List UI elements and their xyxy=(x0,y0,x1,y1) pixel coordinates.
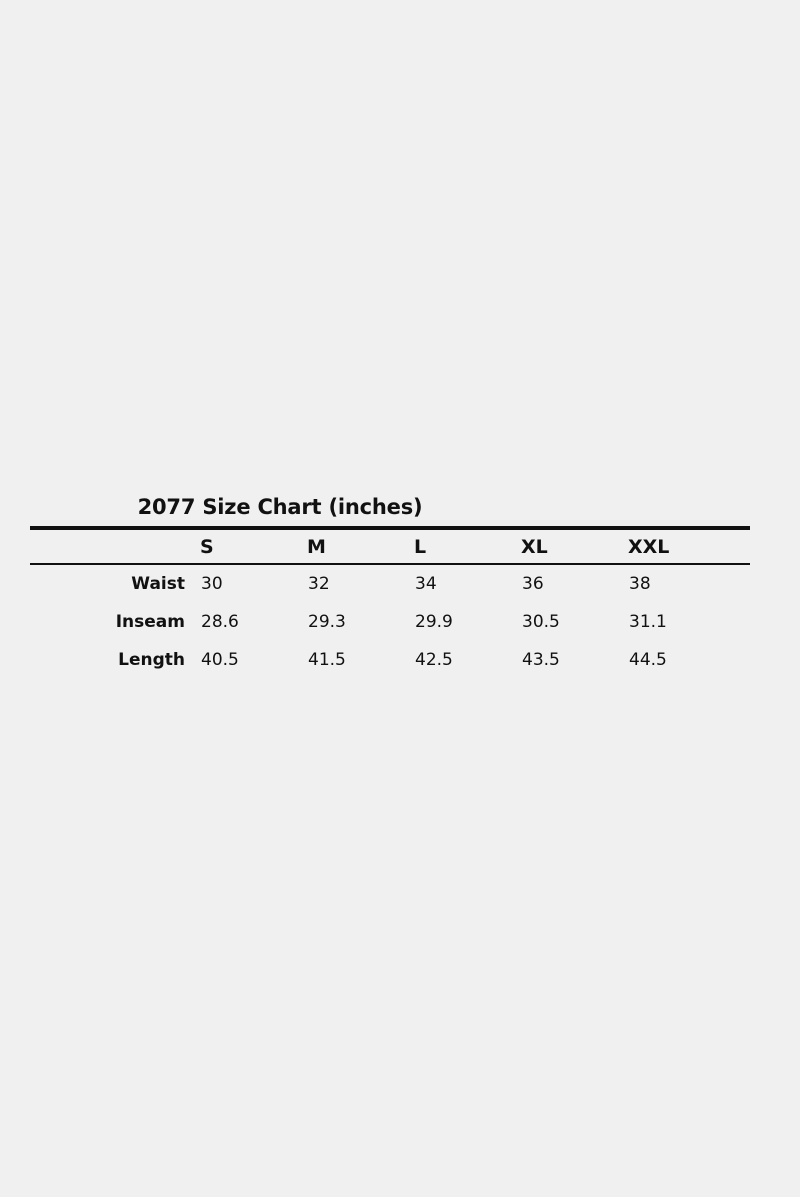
table-header-row xyxy=(30,530,750,563)
cell-waist-s: 30 xyxy=(201,574,223,594)
row-header-length: Length xyxy=(118,650,185,670)
header-corner-cell xyxy=(30,530,200,563)
cell-length-m: 41.5 xyxy=(308,650,346,670)
table-row xyxy=(30,641,750,679)
cell-length-s: 40.5 xyxy=(201,650,239,670)
column-header-s: S xyxy=(200,535,214,558)
table-row xyxy=(30,603,750,641)
cell-length-xl: 43.5 xyxy=(522,650,560,670)
cell-inseam-xxl: 31.1 xyxy=(629,612,667,632)
size-chart-body xyxy=(30,565,750,679)
cell-waist-m: 32 xyxy=(308,574,330,594)
cell-inseam-m: 29.3 xyxy=(308,612,346,632)
cell-waist-l: 34 xyxy=(415,574,437,594)
chart-title: 2077 Size Chart (inches) xyxy=(137,495,423,519)
column-header-m: M xyxy=(307,535,326,558)
column-header-xxl: XXL xyxy=(628,535,670,558)
cell-length-l: 42.5 xyxy=(415,650,453,670)
cell-waist-xl: 36 xyxy=(522,574,544,594)
table-header xyxy=(30,530,750,563)
size-chart-table xyxy=(30,530,750,563)
cell-waist-xxl: 38 xyxy=(629,574,651,594)
row-header-waist: Waist xyxy=(131,574,185,594)
row-header-inseam: Inseam xyxy=(115,612,185,632)
cell-inseam-s: 28.6 xyxy=(201,612,239,632)
row-pad-cell xyxy=(735,641,750,679)
row-pad-cell xyxy=(735,565,750,603)
cell-inseam-xl: 30.5 xyxy=(522,612,560,632)
size-chart-figure xyxy=(30,495,750,679)
header-pad-cell xyxy=(735,530,750,563)
cell-inseam-l: 29.9 xyxy=(415,612,453,632)
table-row xyxy=(30,565,750,603)
row-pad-cell xyxy=(735,603,750,641)
column-header-l: L xyxy=(414,535,427,558)
cell-length-xxl: 44.5 xyxy=(629,650,667,670)
column-header-xl: XL xyxy=(521,535,548,558)
